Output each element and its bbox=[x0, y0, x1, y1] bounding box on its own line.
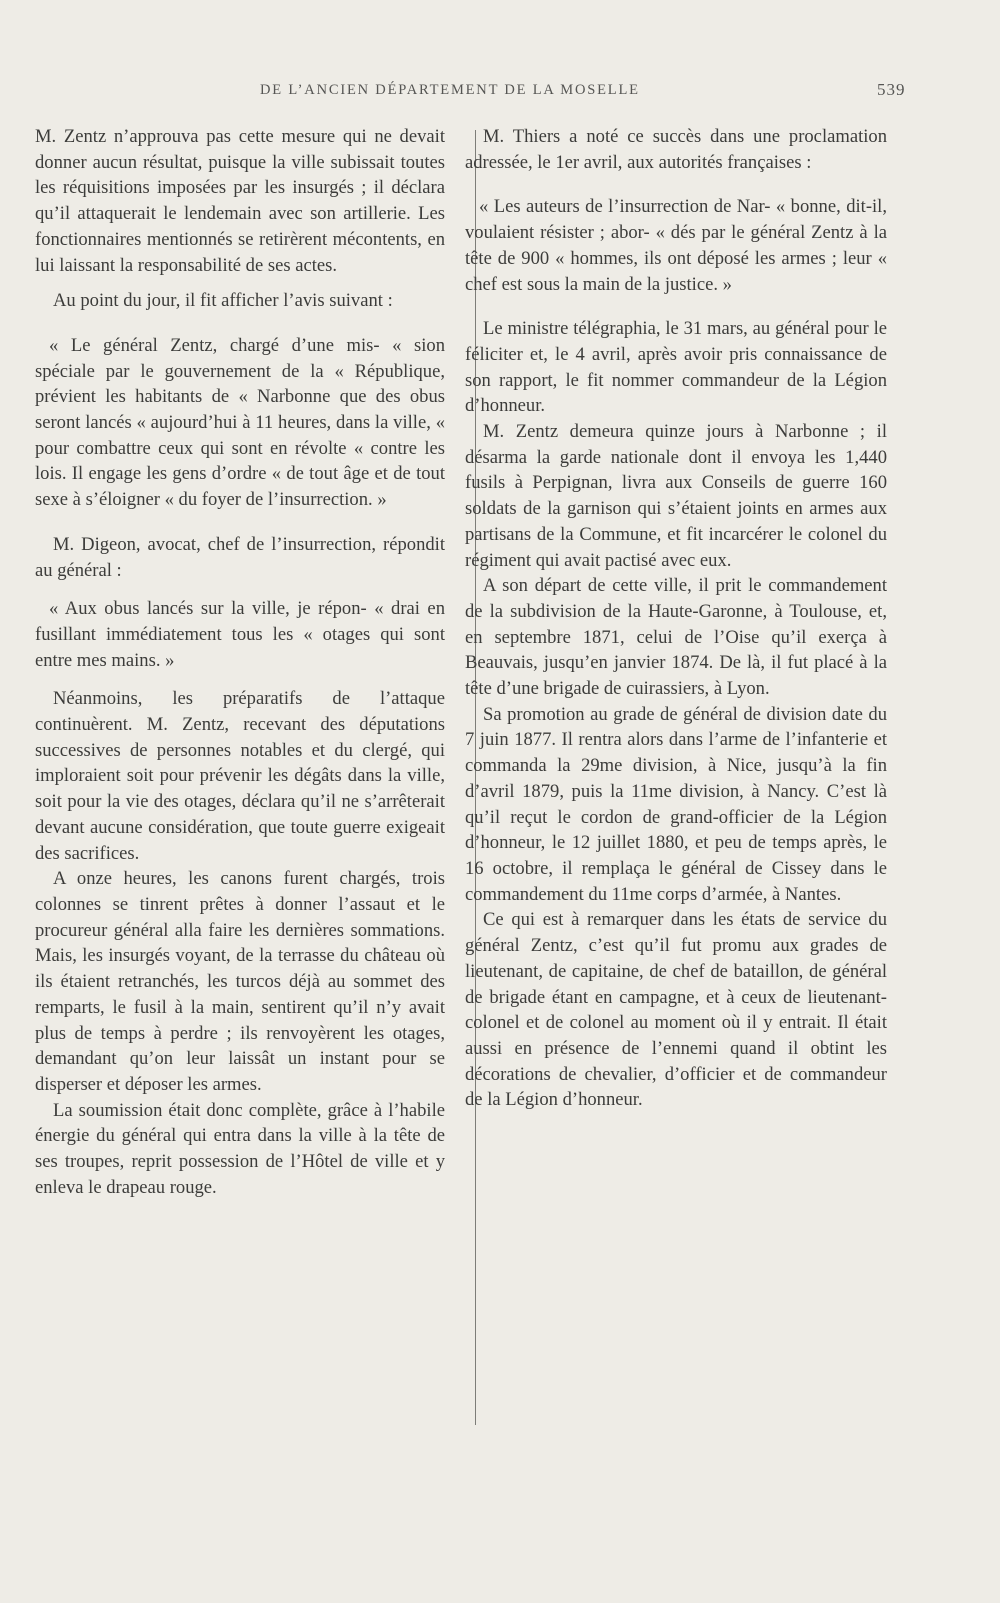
page-header bbox=[0, 80, 1000, 108]
paragraph: Néanmoins, les préparatifs de l’attaque continuèrent. M. Zentz, recevant des députations successives de personnes notables et du clergé, qui imploraient soit pour prévenir les dégâts dans la ville, soit pour la vie des otages, déclara qu’il ne s’arrêterait devant aucune considération, que toute guerre exigeait des sacrifices. bbox=[35, 688, 445, 864]
quotation: « Le général Zentz, chargé d’une mis- « sion spéciale par le gouvernement de la « République, prévient les habitants de « Narbonne que des obus seront lancés « aujourd’hui à 11 heures, dans la ville, « pour combattre ceux qui sont en révolte « contre les lois. Il engage les gens d’ordre « de tout âge et de tout sexe à s’éloigner « du foyer de l’insurrection. » bbox=[35, 334, 445, 511]
paragraph: Ce qui est à remarquer dans les états de service du général Zentz, c’est qu’il fut promu aux grades de lieutenant, de capitaine, de chef de bataillon, de général de brigade étant en campagne, et à ceux de lieutenant-colonel et de colonel au moment où il y entrait. Il était aussi en présence de l’ennemi quand il obtint les décorations de chevalier, d’officier et de commandeur de la Légion d’honneur. bbox=[465, 909, 887, 1111]
left-column bbox=[35, 124, 445, 1200]
paragraph: M. Digeon, avocat, chef de l’insurrection, répondit au général : bbox=[35, 533, 445, 581]
paragraph: M. Thiers a noté ce succès dans une proclamation adressée, le 1er avril, aux autorités françaises : bbox=[465, 126, 887, 173]
right-column bbox=[465, 124, 887, 1113]
paragraph: M. Zentz demeura quinze jours à Narbonne ; il désarma la garde nationale dont il envoya les 1,440 fusils à Perpignan, livra aux Conseils de guerre 160 soldats de la garnison qui s’étaient joints en armes aux partisans de la Commune, et fit incarcérer le colonel du régiment qui avait pactisé avec eux. bbox=[465, 421, 887, 571]
paragraph: La soumission était donc complète, grâce à l’habile énergie du général qui entra dans la ville à la tête de ses troupes, reprit possession de l’Hôtel de ville et y enleva le drapeau rouge. bbox=[35, 1099, 445, 1198]
paragraph: Le ministre télégraphia, le 31 mars, au général pour le féliciter et, le 4 avril, après avoir pris connaissance de son rapport, le fit nommer commandeur de la Légion d’honneur. bbox=[465, 318, 887, 417]
page-number: 539 bbox=[877, 80, 906, 99]
quotation: « Aux obus lancés sur la ville, je répon- « drai en fusillant immédiatement tous les « otages qui sont entre mes mains. » bbox=[35, 598, 445, 671]
quotation: « Les auteurs de l’insurrection de Nar- « bonne, dit-il, voulaient résister ; abor- « dés par le général Zentz à la tête de 900 « hommes, ils ont déposé les armes ; leur « chef est sous la main de la justice. » bbox=[465, 196, 887, 295]
paragraph: A onze heures, les canons furent chargés, trois colonnes se tinrent prêtes à donner l’assaut et le procureur général alla faire les dernières sommations. Mais, les insurgés voyant, de la terrasse du château où ils étaient retranchés, les turcos déjà au sommet des remparts, le fusil à la main, sentirent qu’il n’y avait plus de temps à perdre ; ils renvoyèrent les otages, demandant qu’on leur laissât un instant pour se disperser et déposer les armes. bbox=[35, 868, 445, 1095]
paragraph: Au point du jour, il fit afficher l’avis suivant : bbox=[53, 290, 393, 312]
paragraph: Sa promotion au grade de général de division date du 7 juin 1877. Il rentra alors dans l’arme de l’infanterie et commanda la 29me division, à Nice, jusqu’à la fin d’avril 1879, puis la 11me division, à Nancy. C’est là qu’il reçut le cordon de grand-officier de la Légion d’honneur, le 12 juillet 1880, et peu de temps après, le 16 octobre, il remplaça le général de Cissey dans le commandement du 11me corps d’armée, à Nantes. bbox=[465, 703, 887, 905]
paragraph: A son départ de cette ville, il prit le commandement de la subdivision de la Haute-Garonne, à Toulouse, et, en septembre 1871, celui de l’Oise qu’il exerça à Beauvais, jusqu’en janvier 1874. De là, il fut placé à la tête d’une brigade de cuirassiers, à Lyon. bbox=[465, 575, 887, 700]
paragraph: M. Zentz n’approuva pas cette mesure qui ne devait donner aucun résultat, puisque la ville subissait toutes les réquisitions imposées par les insurgés ; il déclara qu’il attaquerait le lendemain avec son artillerie. Les fonctionnaires mentionnés se retirèrent mécontents, en lui laissant la responsabilité de ses actes. bbox=[35, 126, 445, 276]
running-title: DE L’ANCIEN DÉPARTEMENT DE LA MOSELLE bbox=[260, 82, 640, 98]
